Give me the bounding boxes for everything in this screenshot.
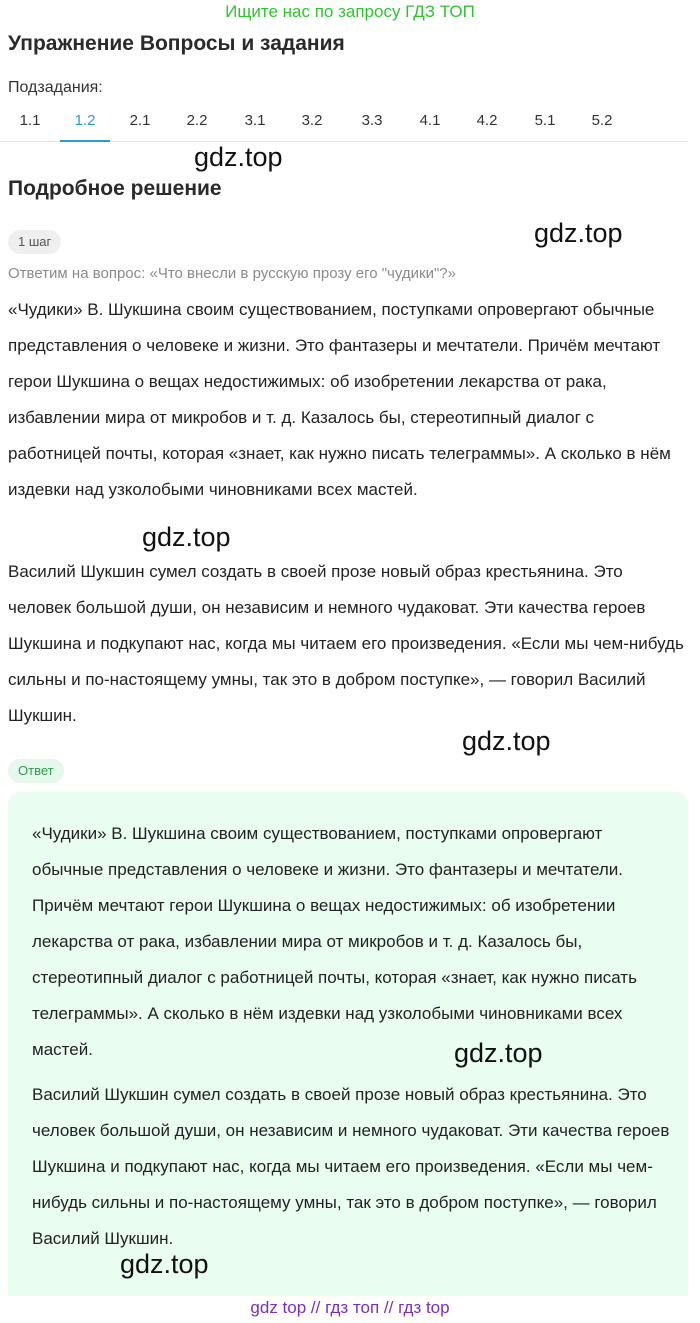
active-tab-indicator: [60, 140, 110, 142]
tab-3-2[interactable]: 3.2: [301, 112, 323, 129]
solution-paragraph-2: Василий Шукшин сумел создать в своей прозе новый образ крестьянина. Это человек большой души, он независим и немного чудаковат. Эти качества героев Шукшина и подкупают нас, когда мы читаем его произведения. «Если мы чем-нибудь сильны и по-настоящему умны, так это в добром поступке», — говорил Василий Шукшин.: [8, 562, 684, 725]
tab-4-2[interactable]: 4.2: [476, 112, 498, 129]
answer-paragraph-2: Василий Шукшин сумел создать в своей прозе новый образ крестьянина. Это человек большой души, он независим и немного чудаковат. Эти качества героев Шукшина и подкупают нас, когда мы читаем его произведения. «Если мы чем-нибудь сильны и по-настоящему умны, так это в добром поступке», — говорил Василий Шукшин.: [32, 1085, 670, 1248]
solution-title: Подробное решение: [8, 177, 222, 200]
exercise-title: Упражнение Вопросы и задания: [8, 32, 345, 55]
footer-links[interactable]: gdz top // гдз топ // гдз top: [250, 1298, 450, 1317]
watermark: gdz.top: [120, 1249, 209, 1279]
watermark: gdz.top: [534, 218, 623, 248]
watermark: gdz.top: [462, 726, 551, 756]
tab-4-1[interactable]: 4.1: [419, 112, 441, 129]
tab-5-2[interactable]: 5.2: [591, 112, 613, 129]
tab-1-1[interactable]: 1.1: [19, 112, 41, 129]
watermark: gdz.top: [454, 1038, 543, 1068]
subtask-tabs: [0, 104, 688, 142]
subtasks-label: Подзадания:: [8, 79, 103, 96]
tab-2-2[interactable]: 2.2: [186, 112, 208, 129]
watermark: gdz.top: [194, 142, 283, 172]
tab-3-3[interactable]: 3.3: [361, 112, 383, 129]
solution-paragraph-1: «Чудики» В. Шукшина своим существованием, поступками опровергают обычные представления о человеке и жизни. Это фантазеры и мечтатели. Причём мечтают герои Шукшина о вещах недостижимых: об изобретении лекарства от рака, избавлении мира от микробов и т. д. Казалось бы, стереотипный диалог с работницей почты, которая «знает, как нужно писать телеграммы». А сколько в нём издевки над узколобыми чиновниками всех мастей.: [8, 300, 671, 499]
tab-2-1[interactable]: 2.1: [129, 112, 151, 129]
question-text: Ответим на вопрос: «Что внесли в русскую прозу его "чудики"?»: [8, 265, 456, 282]
answer-badge: Ответ: [8, 759, 64, 783]
answer-paragraph-1: «Чудики» В. Шукшина своим существованием, поступками опровергают обычные представления о человеке и жизни. Это фантазеры и мечтатели. Причём мечтают герои Шукшина о вещах недостижимых: об изобретении лекарства от рака, избавлении мира от микробов и т. д. Казалось бы, стереотипный диалог с работницей почты, которая «знает, как нужно писать телеграммы». А сколько в нём издевки над узколобыми чиновниками всех мастей.: [32, 824, 637, 1059]
tab-1-2[interactable]: 1.2: [74, 112, 96, 129]
tab-3-1[interactable]: 3.1: [244, 112, 266, 129]
promo-banner[interactable]: Ищите нас по запросу ГДЗ ТОП: [225, 2, 475, 21]
step-badge: 1 шаг: [8, 230, 61, 254]
tab-5-1[interactable]: 5.1: [534, 112, 556, 129]
watermark: gdz.top: [142, 522, 231, 552]
